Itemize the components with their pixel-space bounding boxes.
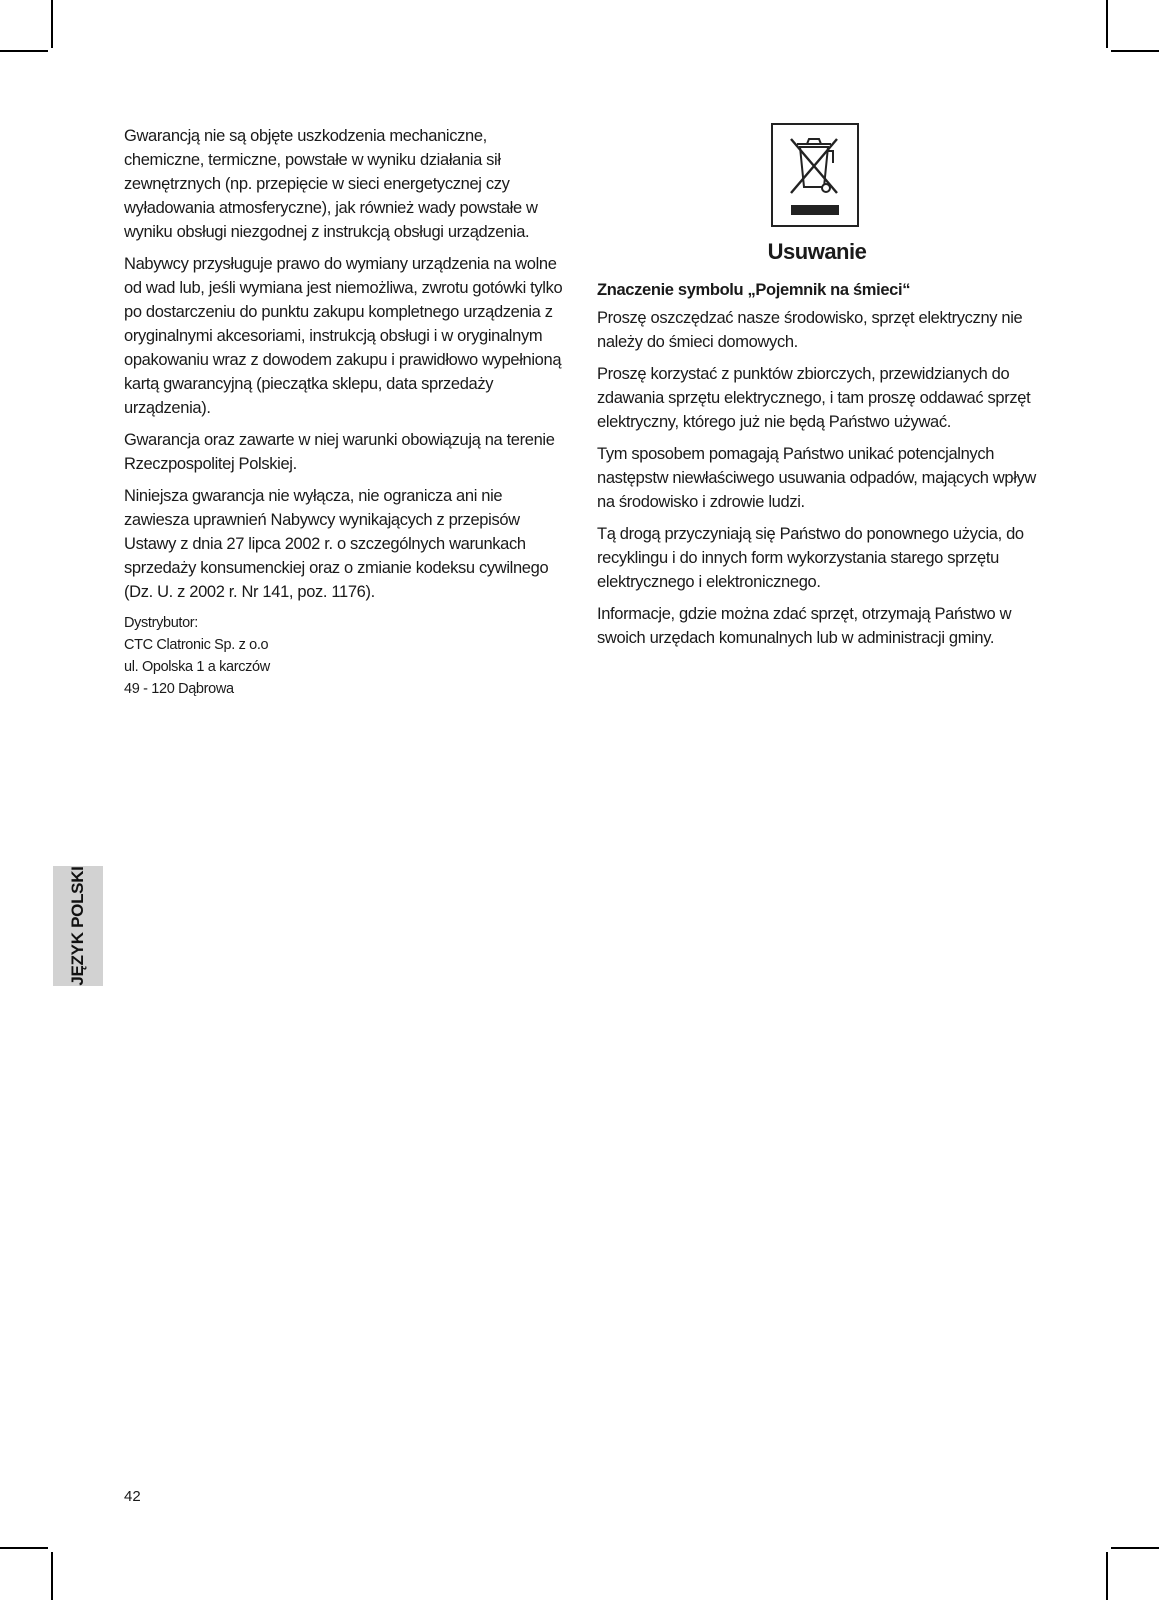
disposal-paragraph: Proszę oszczędzać nasze środowisko, sprzęt elektryczny nie należy do śmieci domowych.	[597, 309, 1023, 351]
distributor-city: 49 - 120 Dąbrowa	[124, 681, 234, 697]
warranty-paragraph: Gwarancją nie są objęte uszkodzenia mechaniczne, chemiczne, termiczne, powstałe w wyniku działania sił zewnętrznych (np. przepięcie w sieci energetycznej czy wyładowania atmosferyczne), jak również wady powstałe w wyniku obsługi niezgodnej z instrukcją obsługi urządzenia.	[124, 127, 538, 241]
section-subtitle: Znaczenie symbolu „Pojemnik na śmieci“	[597, 281, 911, 299]
disposal-column	[597, 278, 1047, 658]
crop-mark	[1106, 0, 1108, 48]
warranty-paragraph: Gwarancja oraz zawarte w niej warunki obowiązują na terenie Rzeczpospolitej Polskiej.	[124, 431, 555, 473]
crop-mark	[51, 0, 53, 48]
crop-mark	[1111, 1547, 1159, 1549]
language-tab-label: JĘZYK POLSKI	[68, 866, 87, 986]
crossed-out-wheelie-bin-icon	[771, 123, 859, 227]
language-tab	[53, 866, 103, 986]
warranty-paragraph: Niniejsza gwarancja nie wyłącza, nie ogranicza ani nie zawiesza uprawnień Nabywcy wynikających z przepisów Ustawy z dnia 27 lipca 2002 r. o szczególnych warunkach sprzedaży konsumenckiej oraz o zmianie kodeksu cywilnego (Dz. U. z 2002 r. Nr 141, poz. 1176).	[124, 487, 549, 601]
crop-mark	[0, 50, 48, 52]
warranty-paragraph: Nabywcy przysługuje prawo do wymiany urządzenia na wolne od wad lub, jeśli wymiana jest niemożliwa, zwrotu gotówki tylko po dostarczeniu do punktu zakupu kompletnego urządzenia z oryginalnymi akcesoriami, instrukcją obsługi i w oryginalnym opakowaniu wraz z dowodem zakupu i prawidłowo wypełnioną kartą gwarancyjną (pieczątka sklepu, data sprzedaży urządzenia).	[124, 255, 563, 417]
page-number: 42	[124, 1488, 141, 1505]
disposal-paragraph: Informacje, gdzie można zdać sprzęt, otrzymają Państwo w swoich urzędach komunalnych lub w administracji gminy.	[597, 605, 1012, 647]
distributor-label: Dystrybutor:	[124, 615, 198, 631]
crop-mark	[51, 1552, 53, 1600]
disposal-paragraph: Tą drogą przyczyniają się Państwo do ponownego użycia, do recyklingu i do innych form wykorzystania starego sprzętu elektrycznego i elektronicznego.	[597, 525, 1024, 591]
crop-mark	[1111, 50, 1159, 52]
crop-mark	[1106, 1552, 1108, 1600]
distributor-street: ul. Opolska 1 a karczów	[124, 659, 270, 675]
section-title: Usuwanie	[767, 239, 867, 264]
disposal-paragraph: Proszę korzystać z punktów zbiorczych, przewidzianych do zdawania sprzętu elektrycznego, i tam proszę oddawać sprzęt elektryczny, którego już nie będą Państwo używać.	[597, 365, 1031, 431]
distributor-company: CTC Clatronic Sp. z o.o	[124, 637, 269, 653]
disposal-paragraph: Tym sposobem pomagają Państwo unikać potencjalnych następstw niewłaściwego usuwania odpadów, mających wpływ na środowisko i zdrowie ludzi.	[597, 445, 1036, 511]
warranty-column	[124, 124, 564, 700]
crop-mark	[0, 1547, 48, 1549]
distributor-block	[124, 612, 564, 700]
